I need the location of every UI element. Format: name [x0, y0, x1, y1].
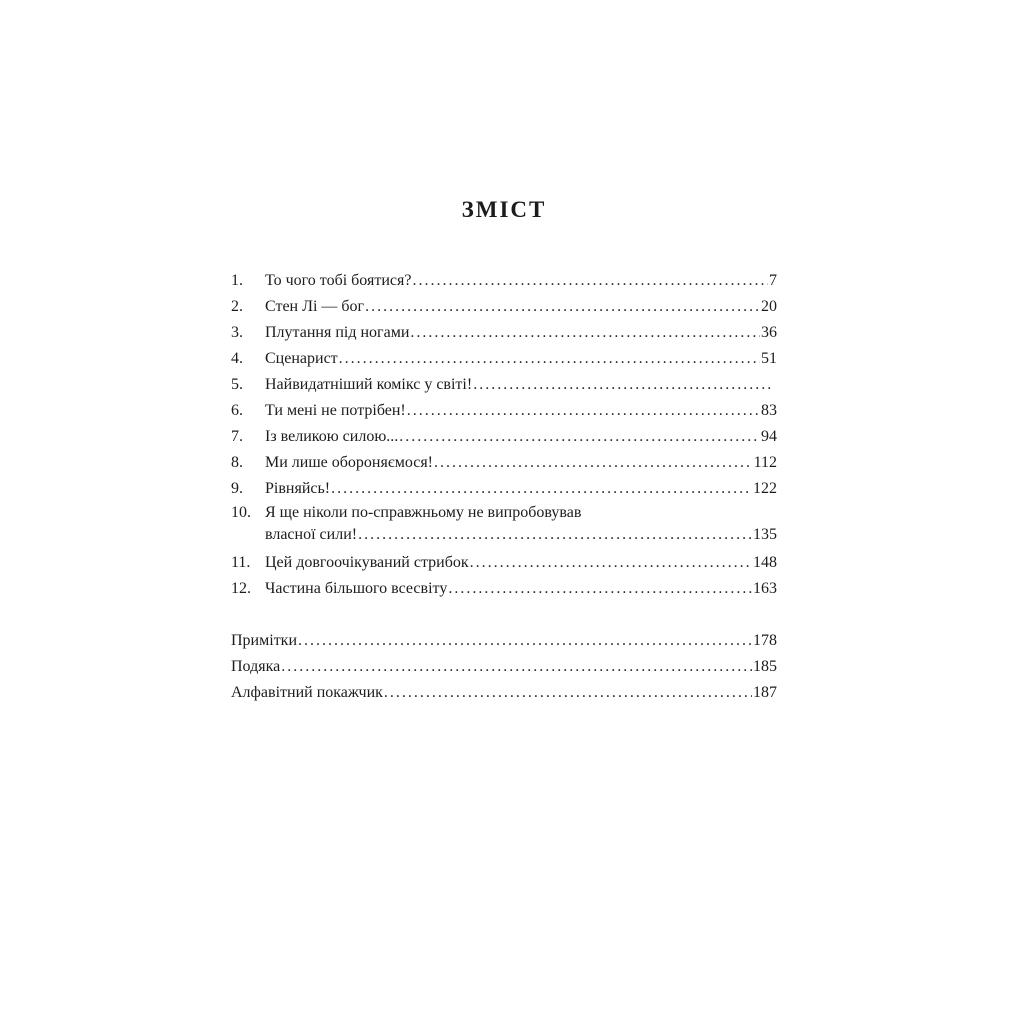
toc-entry-2 — [231, 294, 777, 320]
chapter-number: 9. — [231, 480, 243, 497]
chapter-number: 2. — [231, 298, 243, 315]
chapter-title: Плутання під ногами — [265, 324, 410, 341]
page-title: ЗМІСТ — [461, 197, 547, 222]
chapter-title: Сценарист — [265, 350, 338, 367]
chapter-title: Цей довгоочікуваний стрибок — [265, 554, 469, 571]
toc-entry-index — [231, 680, 777, 706]
chapter-number: 12. — [231, 580, 251, 597]
chapter-number: 10. — [231, 504, 251, 521]
toc-entry-4 — [231, 346, 777, 372]
dot-leader — [399, 424, 760, 450]
dot-leader — [407, 398, 760, 424]
toc-entry-5 — [231, 372, 777, 398]
chapter-title: Стен Лі — бог — [265, 298, 365, 315]
toc-entry-11 — [231, 550, 777, 576]
page-number: 51 — [761, 350, 777, 367]
dot-leader — [434, 450, 753, 476]
dot-leader — [365, 294, 760, 320]
toc-entry-acknowledgements — [231, 654, 777, 680]
chapter-title: Ти мені не потрібен! — [265, 402, 406, 419]
page-number: 163 — [753, 580, 777, 597]
chapter-number: 7. — [231, 428, 243, 445]
toc-entry-9 — [231, 476, 777, 502]
dot-leader — [358, 524, 752, 546]
toc-entry-10-line-1 — [231, 502, 777, 524]
page-number: 20 — [761, 298, 777, 315]
dot-leader — [298, 628, 752, 654]
toc-entry-8 — [231, 450, 777, 476]
page-number: 187 — [753, 684, 777, 701]
page-number: 178 — [753, 632, 777, 649]
back-matter-title: Подяка — [231, 658, 281, 675]
chapter-title-continued: власної сили! — [265, 526, 358, 543]
toc-entry-7 — [231, 424, 777, 450]
dot-leader — [470, 550, 752, 576]
chapter-title: То чого тобі боятися? — [265, 272, 412, 289]
toc-entry-10-line-2 — [231, 524, 777, 550]
dot-leader — [410, 320, 760, 346]
page-number: 94 — [761, 428, 777, 445]
page-number: 83 — [761, 402, 777, 419]
page-number: 7 — [769, 272, 777, 289]
chapter-title: Із великою силою... — [265, 428, 399, 445]
chapter-number: 11. — [231, 554, 251, 571]
table-of-contents — [231, 268, 777, 706]
page-number: 135 — [753, 526, 777, 543]
chapter-number: 8. — [231, 454, 243, 471]
dot-leader — [384, 680, 752, 706]
dot-leader — [448, 576, 752, 602]
toc-entry-6 — [231, 398, 777, 424]
page-number: 148 — [753, 554, 777, 571]
chapter-number: 4. — [231, 350, 243, 367]
toc-entry-12 — [231, 576, 777, 602]
dot-leader — [412, 268, 768, 294]
chapter-number: 1. — [231, 272, 243, 289]
chapter-title: Частина більшого всесвіту — [265, 580, 448, 597]
page-number: 122 — [753, 480, 777, 497]
dot-leader — [339, 346, 760, 372]
chapter-number: 6. — [231, 402, 243, 419]
dot-leader — [473, 372, 771, 398]
chapter-title: Ми лише обороняємося! — [265, 454, 433, 471]
chapter-title: Найвидатніший комікс у світі! — [265, 376, 473, 393]
chapter-number: 3. — [231, 324, 243, 341]
page-number: 36 — [761, 324, 777, 341]
section-gap — [231, 602, 777, 628]
page-number: 112 — [753, 454, 777, 471]
toc-entry-1 — [231, 268, 777, 294]
toc-entry-3 — [231, 320, 777, 346]
back-matter-title: Примітки — [231, 632, 298, 649]
page-number: 185 — [753, 658, 777, 675]
back-matter-title: Алфавітний покажчик — [231, 684, 383, 701]
dot-leader — [331, 476, 752, 502]
chapter-number: 5. — [231, 376, 243, 393]
chapter-title: Я ще ніколи по-справжньому не випробовував — [265, 504, 582, 521]
dot-leader — [281, 654, 752, 680]
toc-entry-notes — [231, 628, 777, 654]
chapter-title: Рівняйсь! — [265, 480, 331, 497]
